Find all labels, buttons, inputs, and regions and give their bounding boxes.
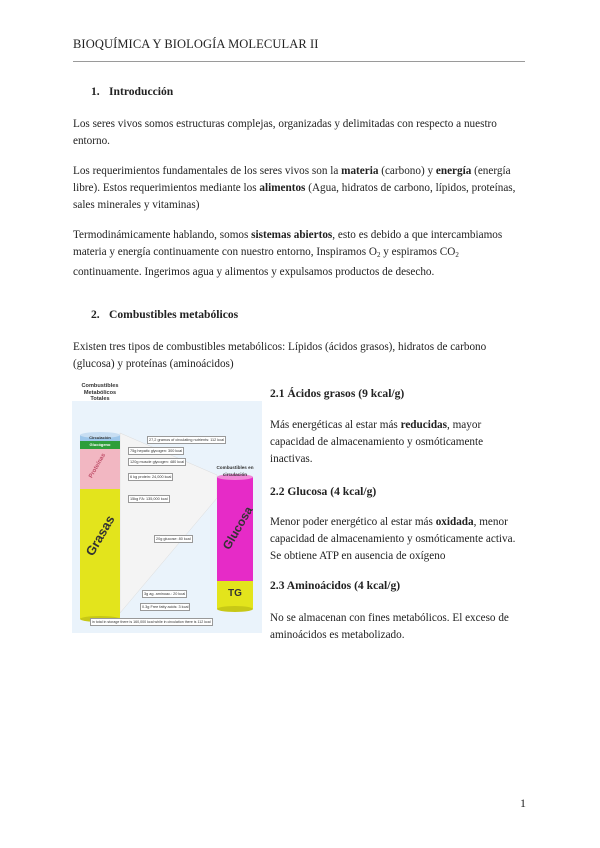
section-2-number: 2.	[91, 308, 100, 321]
page-number: 1	[520, 796, 526, 810]
page-header: BIOQUÍMICA Y BIOLOGÍA MOLECULAR II	[73, 37, 319, 51]
subsection-2-1-body: Más energéticas al estar más reducidas, mayor capacidad de almacenamiento y osmóticamente inactivas.	[270, 419, 484, 465]
figure-box-6: 20g glucose: 80 kcal	[156, 537, 191, 541]
header-rule	[73, 61, 525, 62]
fuels-paragraph: Existen tres tipos de combustibles metabólicos: Lípidos (ácidos grasos), hidratos de carbono (glucosa) y proteínas (aminoácidos)	[73, 341, 487, 370]
seg-grasas-label: Grasas	[82, 512, 118, 559]
figure-title-right: Combustibles en circulación	[216, 465, 254, 477]
figure-box-5: 15kg FA: 135,000 kcal	[130, 497, 168, 501]
metabolic-fuels-figure	[72, 383, 262, 633]
figure-box-1: 27,2 gramos of circulating nutrients: 112 kcal	[149, 438, 225, 442]
subsection-2-3-title: 2.3 Aminoácidos (4 kcal/g)	[270, 579, 401, 592]
section-1-heading	[91, 85, 173, 98]
subsection-2-2-title: 2.2 Glucosa (4 kcal/g)	[270, 485, 377, 498]
intro-paragraph-1: Los seres vivos somos estructuras complejas, organizadas y delimitadas con respecto a nuestro entorno.	[73, 118, 497, 147]
section-1-title: Introducción	[109, 85, 174, 98]
seg-circulacion-label: Circulación	[89, 435, 111, 440]
section-2-heading	[91, 308, 238, 321]
tg-label: TG	[228, 588, 242, 599]
glucosa-label: Glucosa	[219, 503, 256, 553]
figure-box-7: 3g ag. aminoac.: 20 kcal	[144, 592, 186, 596]
figure-box-2: 75g hepatic glycogen: 300 kcal	[130, 449, 183, 453]
seg-grasas-shape	[80, 489, 120, 619]
subsection-2-2-body: Menor poder energético al estar más oxidada, menor capacidad de almacenamiento y osmóticamente activa. Se obtiene ATP en ausencia de oxígeno	[270, 516, 516, 562]
intro-paragraph-3: Termodinámicamente hablando, somos sistemas abiertos, esto es debido a que intercambiamos materia y energía continuamente con nuestro entorno, Inspiramos $O_2$ y espiramos $CO_2$ continuamente. Ingerimos agua y alimentos y expulsamos productos de desecho.	[73, 229, 503, 278]
subsection-2-3-body: No se almacenan con fines metabólicos. El exceso de aminoácidos es metabolizado.	[270, 612, 509, 641]
section-1-number: 1.	[91, 85, 100, 98]
right-cylinder-bottom	[217, 606, 253, 612]
figure-box-3: 120g muscle glycogen: 480 kcal	[130, 460, 185, 464]
figure-title-left: Combustibles Metabólicos Totales	[81, 383, 119, 402]
seg-glucogeno-label: Glucógeno	[89, 442, 111, 447]
figure-box-8: 0.3g Free fatty acids: 3 kcal	[142, 605, 189, 609]
figure-box-9: in total in storage there is 160,000 kcal while in circulation there is 112 kcal	[92, 620, 211, 624]
section-2-title: Combustibles metabólicos	[109, 308, 239, 321]
figure-box-4: 6 kg protein: 24,000 kcal	[130, 475, 172, 479]
seg-proteinas-label: Proteínas	[88, 452, 108, 480]
subsection-2-1-title: 2.1 Ácidos grasos (9 kcal/g)	[270, 387, 405, 400]
intro-paragraph-2: Los requerimientos fundamentales de los seres vivos son la materia (carbono) y energía (energía libre). Estos requerimientos mediante los alimentos (Agua, hidratos de carbono, lípidos, proteínas, sales minerales y vitaminas)	[73, 165, 516, 211]
